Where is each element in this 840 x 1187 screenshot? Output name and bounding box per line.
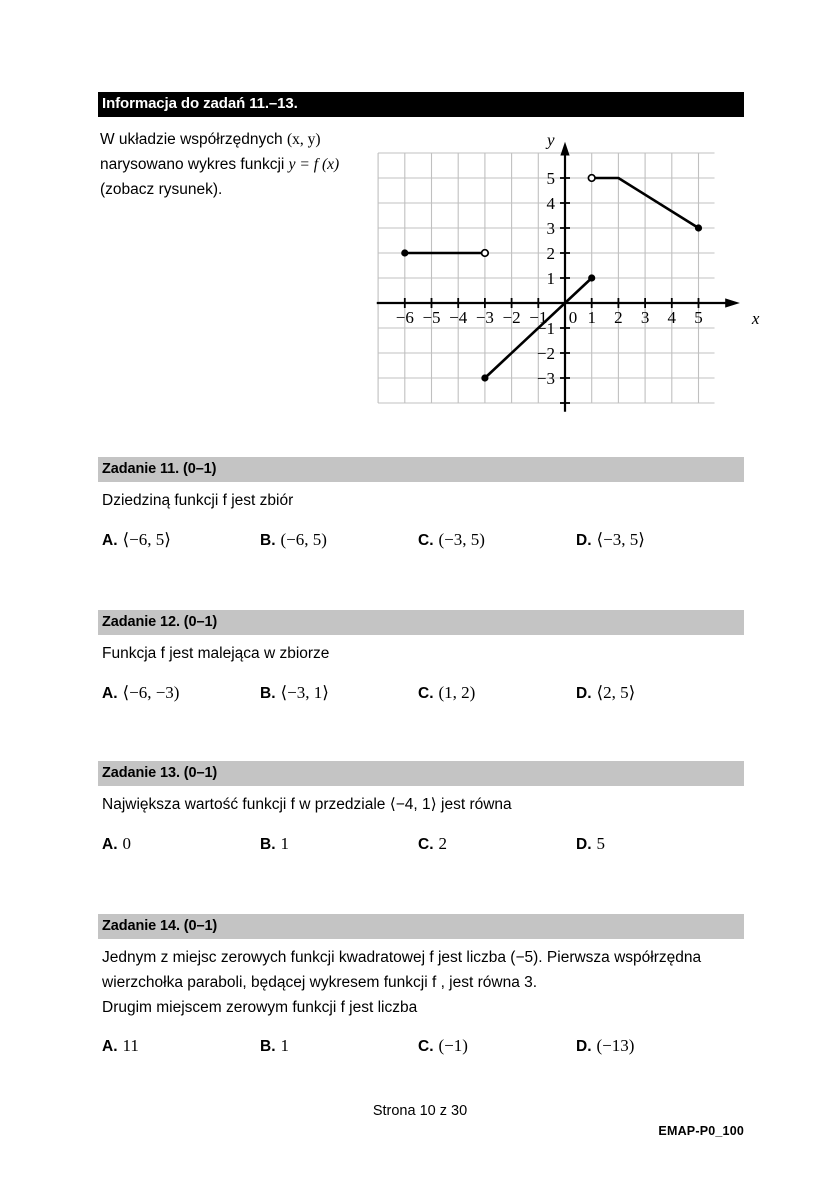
information-text xyxy=(100,127,400,202)
information-banner: Informacja do zadań 11.–13. xyxy=(98,92,744,117)
task-14-option-d-letter: D. xyxy=(576,1038,592,1055)
svg-text:5: 5 xyxy=(694,308,703,327)
task-13 xyxy=(98,761,744,854)
y-axis-label: y xyxy=(547,130,555,150)
task-13-option-d-letter: D. xyxy=(576,836,592,853)
task-14-option-c[interactable] xyxy=(418,1036,576,1056)
task-11-option-d-value: ⟨−3, 5⟩ xyxy=(596,530,645,549)
information-block xyxy=(98,117,760,429)
svg-text:−6: −6 xyxy=(395,308,414,327)
task-12-option-a-value: ⟨−6, −3) xyxy=(122,683,180,702)
task-12-options xyxy=(98,683,744,703)
information-line-1-text: W układzie współrzędnych xyxy=(100,131,283,148)
task-11-option-a[interactable] xyxy=(102,530,260,550)
task-13-option-d[interactable] xyxy=(576,834,734,854)
task-14 xyxy=(98,914,744,1056)
task-12-option-c-value: (1, 2) xyxy=(438,683,476,702)
svg-text:−4: −4 xyxy=(449,308,468,327)
task-13-option-b[interactable] xyxy=(260,834,418,854)
task-13-option-d-value: 5 xyxy=(596,834,605,853)
task-11-option-b-letter: B. xyxy=(260,532,276,549)
task-13-option-c[interactable] xyxy=(418,834,576,854)
task-13-header: Zadanie 13. (0–1) xyxy=(98,761,744,786)
page-content xyxy=(98,92,760,1056)
function-graph-figure xyxy=(394,130,760,426)
task-12-question: Funkcja f jest malejąca w zbiorze xyxy=(102,645,330,662)
x-axis-label: x xyxy=(751,309,760,328)
task-11-option-b-value: (−6, 5) xyxy=(280,530,327,549)
svg-text:4: 4 xyxy=(546,194,555,213)
svg-text:3: 3 xyxy=(640,308,650,327)
task-11-option-c-letter: C. xyxy=(418,532,434,549)
task-11 xyxy=(98,457,744,550)
svg-text:−2: −2 xyxy=(536,344,555,363)
task-14-option-d-value: (−13) xyxy=(596,1036,635,1055)
svg-text:1: 1 xyxy=(546,269,555,288)
task-13-option-c-value: 2 xyxy=(438,834,447,853)
information-line-1 xyxy=(100,127,400,152)
svg-text:3: 3 xyxy=(546,219,555,238)
svg-text:−3: −3 xyxy=(475,308,494,327)
task-12 xyxy=(98,610,744,703)
task-11-option-d-letter: D. xyxy=(576,532,592,549)
task-14-option-b[interactable] xyxy=(260,1036,418,1056)
svg-text:0: 0 xyxy=(568,308,578,327)
task-12-option-d[interactable] xyxy=(576,683,734,703)
task-12-option-d-value: ⟨2, 5⟩ xyxy=(596,683,636,702)
svg-text:−5: −5 xyxy=(422,308,441,327)
task-13-option-c-letter: C. xyxy=(418,836,434,853)
task-13-question: Największa wartość funkcji f w przedziale ⟨−4, 1⟩ jest równa xyxy=(102,796,512,813)
task-13-body xyxy=(98,786,744,817)
svg-text:4: 4 xyxy=(667,308,677,327)
task-14-header: Zadanie 14. (0–1) xyxy=(98,914,744,939)
information-line-1-math: (x, y) xyxy=(286,131,321,148)
task-12-option-c-letter: C. xyxy=(418,685,434,702)
svg-text:2: 2 xyxy=(546,244,555,263)
svg-text:−3: −3 xyxy=(536,369,555,388)
task-12-option-d-letter: D. xyxy=(576,685,592,702)
task-14-option-c-letter: C. xyxy=(418,1038,434,1055)
footer-page-number: Strona 10 z 30 xyxy=(372,1103,468,1119)
task-14-question-line-2: wierzchołka paraboli, będącej wykresem funkcji f , jest równa 3. xyxy=(102,974,538,991)
task-11-question: Dziedziną funkcji f jest zbiór xyxy=(102,492,294,509)
task-13-option-a-value: 0 xyxy=(122,834,131,853)
task-11-option-a-letter: A. xyxy=(102,532,118,549)
task-11-option-c-value: (−3, 5) xyxy=(438,530,485,549)
task-11-option-c[interactable] xyxy=(418,530,576,550)
task-14-question-line-1: Jednym z miejsc zerowych funkcji kwadratowej f jest liczba (−5). Pierwsza współrzędna xyxy=(102,949,702,966)
task-14-option-b-letter: B. xyxy=(260,1038,276,1055)
task-14-body xyxy=(98,939,744,1020)
information-line-2 xyxy=(100,152,400,177)
task-12-body xyxy=(98,635,744,666)
task-14-option-a-value: 11 xyxy=(122,1036,139,1055)
task-13-option-b-value: 1 xyxy=(280,834,289,853)
task-12-option-b[interactable] xyxy=(260,683,418,703)
information-line-2-text: narysowano wykres funkcji xyxy=(100,156,285,173)
svg-text:−2: −2 xyxy=(502,308,521,327)
task-13-options xyxy=(98,834,744,854)
task-12-option-a[interactable] xyxy=(102,683,260,703)
task-11-option-d[interactable] xyxy=(576,530,734,550)
task-12-option-a-letter: A. xyxy=(102,685,118,702)
task-11-options xyxy=(98,530,744,550)
task-12-option-b-value: ⟨−3, 1⟩ xyxy=(280,683,329,702)
task-12-option-c[interactable] xyxy=(418,683,576,703)
task-13-option-b-letter: B. xyxy=(260,836,276,853)
svg-text:2: 2 xyxy=(614,308,623,327)
task-14-option-d[interactable] xyxy=(576,1036,734,1056)
svg-text:−1: −1 xyxy=(529,308,548,327)
task-11-option-b[interactable] xyxy=(260,530,418,550)
task-14-option-a-letter: A. xyxy=(102,1038,118,1055)
task-13-option-a-letter: A. xyxy=(102,836,118,853)
task-14-option-b-value: 1 xyxy=(280,1036,289,1055)
task-14-option-a[interactable] xyxy=(102,1036,260,1056)
task-11-header: Zadanie 11. (0–1) xyxy=(98,457,744,482)
task-14-options xyxy=(98,1036,744,1056)
function-graph-svg xyxy=(394,130,760,426)
svg-text:5: 5 xyxy=(546,169,555,188)
task-12-option-b-letter: B. xyxy=(260,685,276,702)
task-11-body xyxy=(98,482,744,513)
task-12-header: Zadanie 12. (0–1) xyxy=(98,610,744,635)
task-11-option-a-value: ⟨−6, 5⟩ xyxy=(122,530,171,549)
information-line-3: (zobacz rysunek). xyxy=(100,181,223,198)
task-14-option-c-value: (−1) xyxy=(438,1036,468,1055)
task-14-question-line-3: Drugim miejscem zerowym funkcji f jest liczba xyxy=(102,999,418,1016)
svg-text:1: 1 xyxy=(587,308,596,327)
svg-text:−1: −1 xyxy=(536,319,555,338)
task-13-option-a[interactable] xyxy=(102,834,260,854)
footer-exam-code: EMAP-P0_100 xyxy=(658,1124,744,1138)
information-line-2-math: y = f (x) xyxy=(288,156,340,173)
